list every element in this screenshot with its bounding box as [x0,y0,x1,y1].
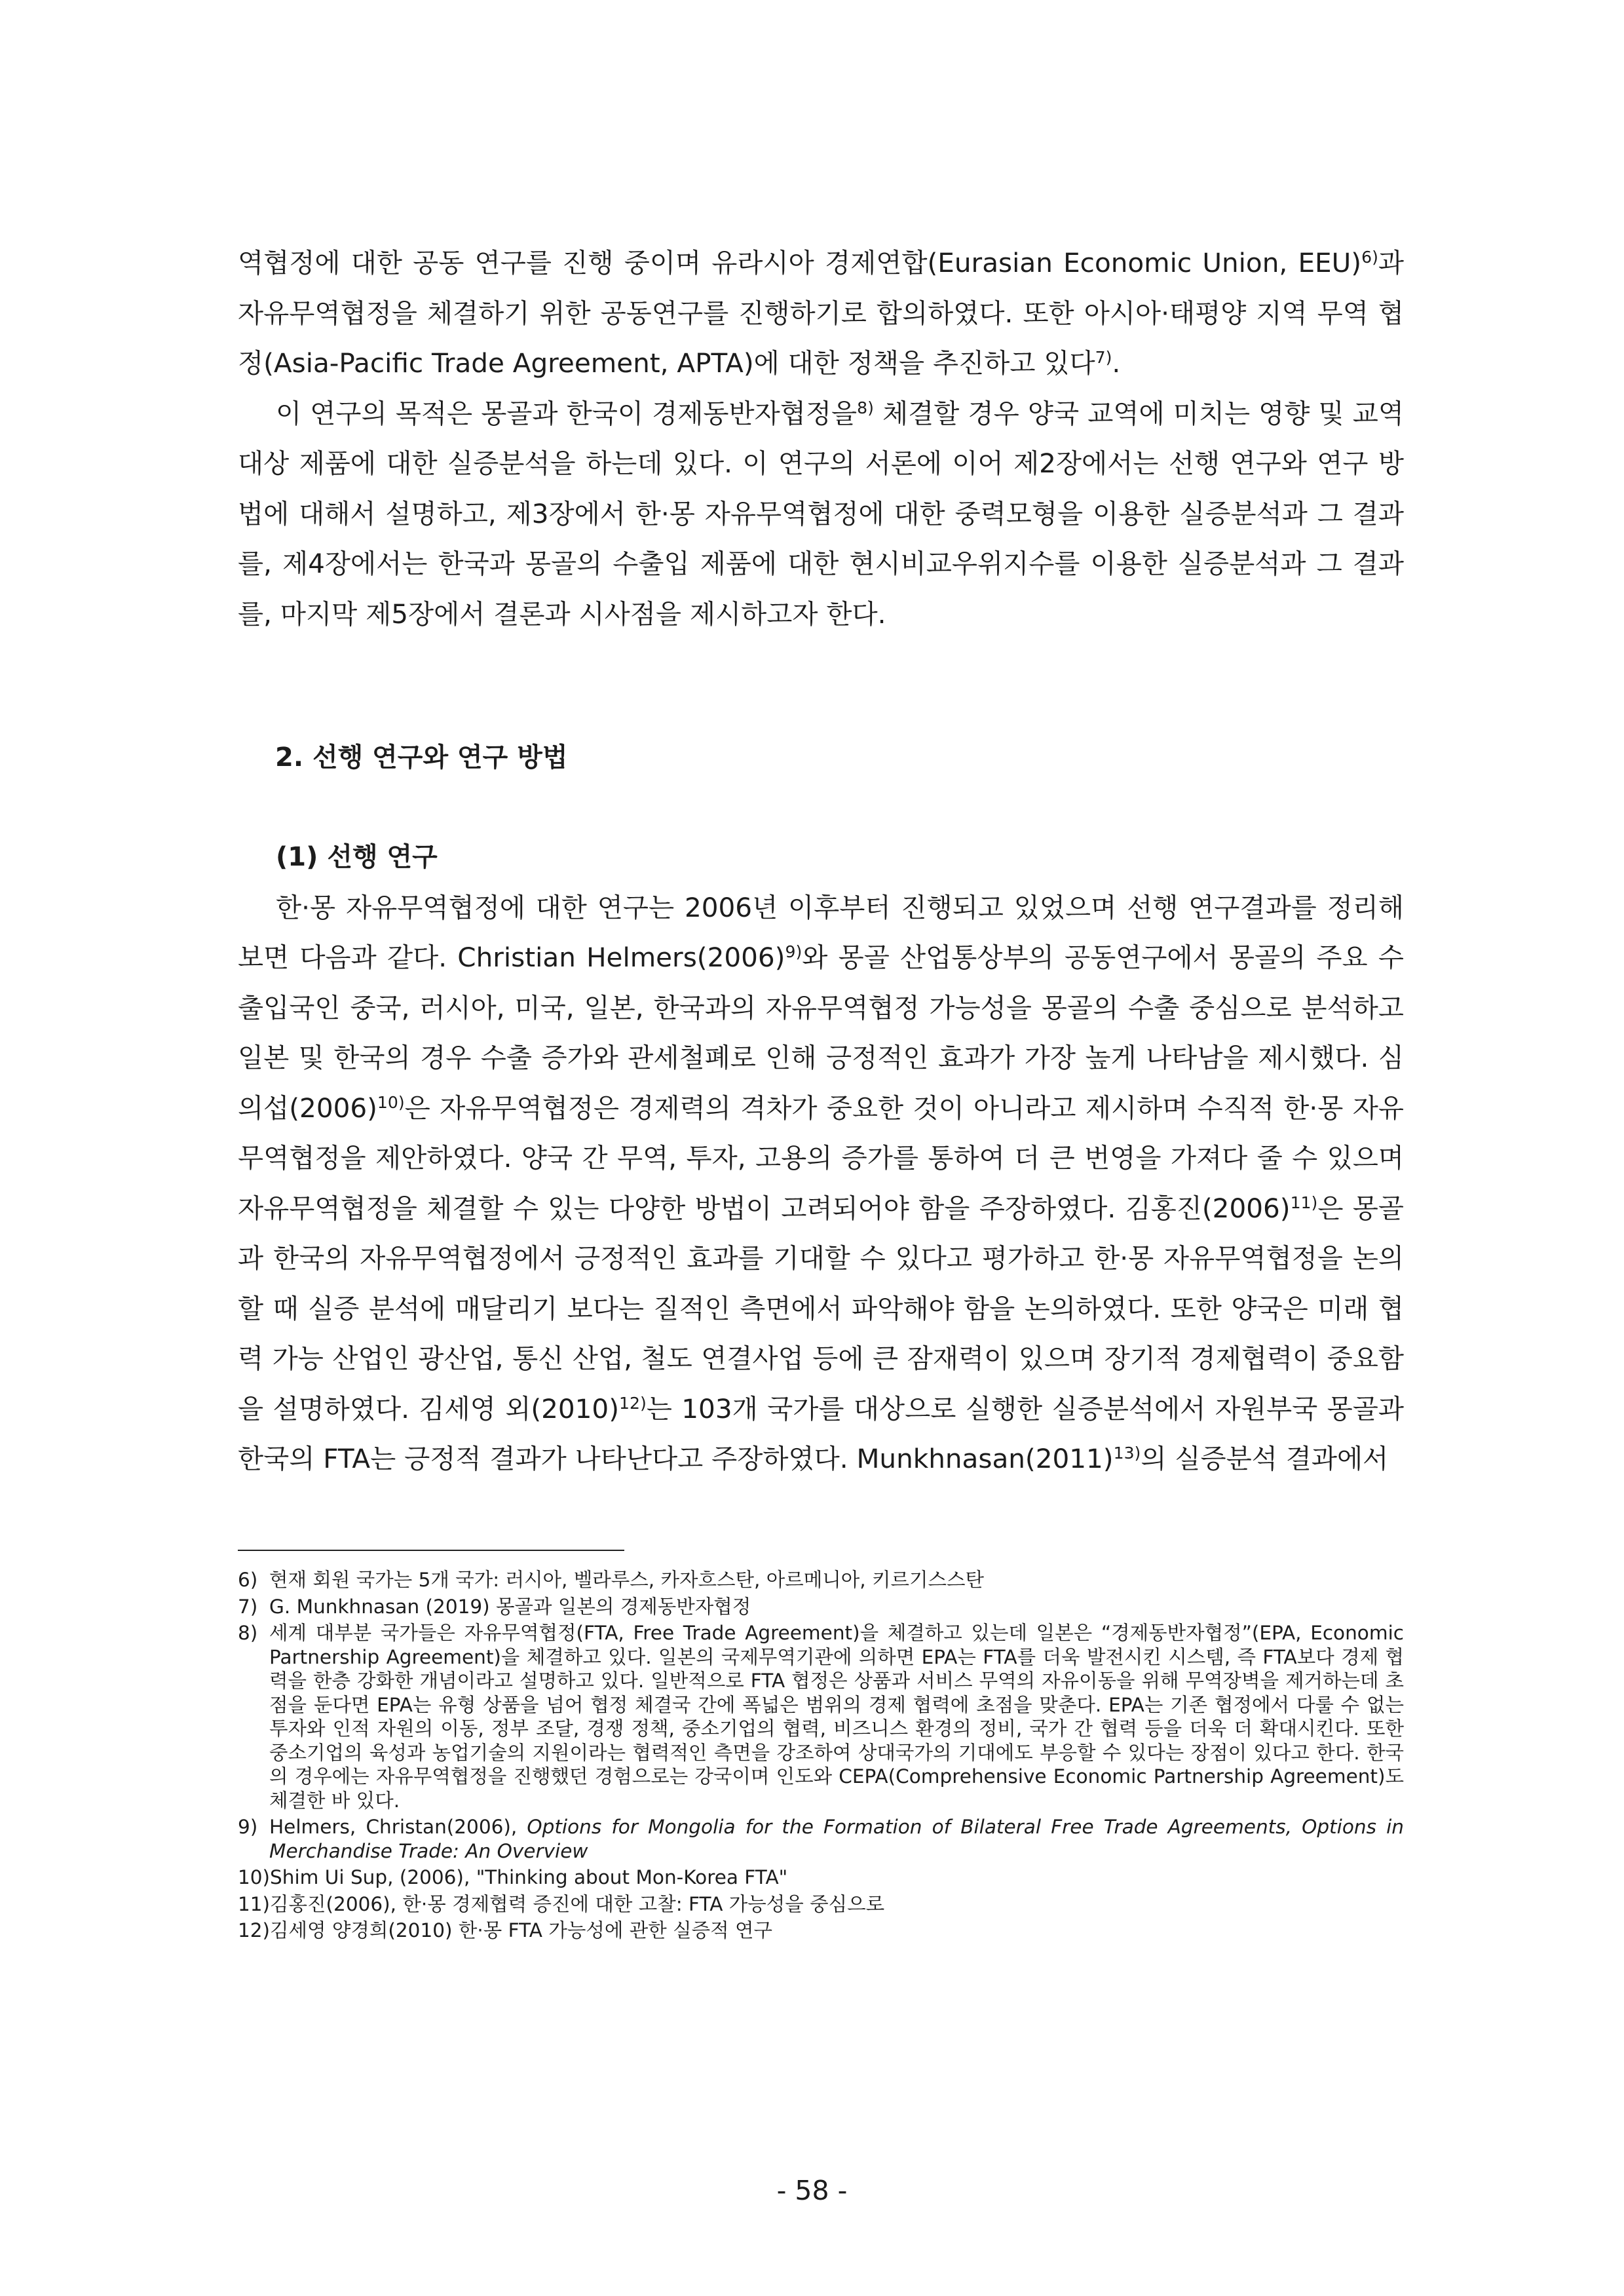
footnote-title-italic: Options for Mongolia for the Formation of Bilateral Free Trade Agreements, Options in Merchandise Trade: An Overview [269,1816,1404,1862]
footnote-item [238,1595,1404,1619]
text-run: 와 몽골 산업통상부의 공동연구에서 몽골의 주요 수출입국인 중국, 러시아, 미국, 일본, 한국과의 자유무역협정 가능성을 몽골의 수출 중심으로 분석하고 일본 및 한국의 경우 수출 증가와 관세철폐로 인해 긍정적인 효과가 가장 높게 나타남을 제시했다. 심의섭(2006) [238,942,1404,1124]
footnote-item [238,1568,1404,1592]
text-run: 는 103개 국가를 대상으로 실행한 실증분석에서 자원부국 몽골과 한국의 FTA는 긍정적 결과가 나타난다고 주장하였다. Munkhnasan(2011) [238,1392,1404,1474]
text-run: 이 연구의 목적은 몽골과 한국이 경제동반자협정을 [276,397,858,429]
paragraph-prior-research [238,883,1404,1484]
footnote-divider [238,1550,624,1551]
subsection-heading: (1) 선행 연구 [276,842,438,872]
text-run: 역협정에 대한 공동 연구를 진행 중이며 유라시아 경제연합(Eurasian Economic Union, EEU) [238,247,1362,278]
footnote-number: 6) [238,1569,258,1591]
footnote-item [238,1815,1404,1863]
footnote-text: 현재 회원 국가는 5개 국가: 러시아, 벨라루스, 카자흐스탄, 아르메니아, 키르기스스탄 [269,1569,985,1591]
paragraph-intro-2 [238,389,1404,640]
footnote-text [269,1815,1404,1863]
footnote-ref[interactable]: 13) [1113,1444,1141,1463]
prior-research-section [238,832,1404,1484]
footnote-ref[interactable]: 9) [785,942,803,962]
footnote-text: 김홍진(2006), 한·몽 경제협력 증진에 대한 고찰: FTA 가능성을 중심으로 [270,1892,885,1915]
text-run: . [1112,347,1121,379]
footnote-ref[interactable]: 12) [619,1393,647,1413]
text-run: 은 몽골과 한국의 자유무역협정에서 긍정적인 효과를 기대할 수 있다고 평가하고 한·몽 자유무역협정을 논의할 때 실증 분석에 매달리기 보다는 질적인 측면에서 파악해야 함을 논의하였다. 또한 양국은 미래 협력 가능 산업인 광산업, 통신 산업, 철도 연결사업 등에 큰 잠재력이 있으며 장기적 경제협력이 중요함을 설명하였다. 김세영 외(2010) [238,1192,1404,1425]
text-run: 은 자유무역협정은 경제력의 격차가 중요한 것이 아니라고 제시하며 수직적 한·몽 자유무역협정을 제안하였다. 양국 간 무역, 투자, 고용의 증가를 통하여 더 큰 번영을 가져다 줄 수 있으며 자유무역협정을 체결할 수 있는 다양한 방법이 고려되어야 함을 주장하였다. 김홍진(2006) [238,1092,1404,1224]
footnote-ref[interactable]: 7) [1095,348,1112,368]
footnotes [238,1568,1404,1945]
section-heading: 2. 선행 연구와 연구 방법 [275,742,568,773]
footnote-number: 7) [238,1595,258,1618]
footnote-number: 8) [238,1622,258,1644]
footnote-ref[interactable]: 6) [1361,248,1378,267]
text-run: 한·몽 자유무역협정에 대한 연구는 2006년 이후부터 진행되고 있었으며 선행 연구결과를 정리해보면 다음과 같다. Christian Helmers(2006) [238,891,1404,973]
footnote-text: 세계 대부분 국가들은 자유무역협정(FTA, Free Trade Agreement)을 체결하고 있는데 일본은 “경제동반자협정”(EPA, Economic Partnership Agreement)을 체결하고 있다. 일본의 국제무역기관에 의하면 EPA는 FTA를 더욱 발전시킨 시스템, 즉 FTA보다 경제 협력을 한층 강화한 개념이라고 설명하고 있다. 일반적으로 FTA 협정은 상품과 서비스 무역의 자유이동을 위해 무역장벽을 제거하는데 초점을 둔다면 EPA는 유형 상품을 넘어 협정 체결국 간에 폭넓은 범위의 경제 협력에 초점을 맞춘다. EPA는 기존 협정에서 다룰 수 없는 투자와 인적 자원의 이동, 정부 조달, 경쟁 정책, 중소기업의 협력, 비즈니스 환경의 정비, 국가 간 협력 등을 더욱 더 확대시킨다. 또한 중소기업의 육성과 농업기술의 지원이라는 협력적인 측면을 강조하여 상대국가의 기대에도 부응할 수 있다는 장점이 있다고 한다. 한국의 경우에는 자유무역협정을 진행했던 경험으로는 강국이며 인도와 CEPA(Comprehensive Economic Partnership Agreement)도 체결한 바 있다. [269,1622,1404,1812]
footnote-text: G. Munkhnasan (2019) 몽골과 일본의 경제동반자협정 [269,1595,751,1618]
footnote-number: 11) [238,1892,271,1915]
footnote-ref[interactable]: 10) [377,1092,405,1112]
footnote-number: 12) [238,1919,271,1942]
paragraph-intro-1 [238,238,1404,389]
footnote-ref[interactable]: 11) [1290,1193,1318,1212]
footnote-text-run: Helmers, Christan(2006), [269,1816,527,1838]
text-run: 과 자유무역협정을 체결하기 위한 공동연구를 진행하기로 합의하였다. 또한 아시아·태평양 지역 무역 협정(Asia-Pacific Trade Agreement, APTA)에 대한 정책을 추진하고 있다 [238,247,1404,379]
footnote-text: 김세영 양경희(2010) 한·몽 FTA 가능성에 관한 실증적 연구 [270,1919,772,1942]
footnote-item [238,1919,1404,1943]
text-run: 의 실증분석 결과에서 [1141,1443,1389,1474]
footnote-item [238,1892,1404,1917]
footnote-ref[interactable]: 8) [857,398,874,417]
footnote-number: 9) [238,1816,258,1838]
text-run: 체결할 경우 양국 교역에 미치는 영향 및 교역 대상 제품에 대한 실증분석을 하는데 있다. 이 연구의 서론에 이어 제2장에서는 선행 연구와 연구 방법에 대해서 설명하고, 제3장에서 한·몽 자유무역협정에 대한 중력모형을 이용한 실증분석과 그 결과를, 제4장에서는 한국과 몽골의 수출입 제품에 대한 현시비교우위지수를 이용한 실증분석과 그 결과를, 마지막 제5장에서 결론과 시사점을 제시하고자 한다. [238,397,1405,630]
page-number: - 58 - [776,2175,848,2206]
footnote-item [238,1866,1404,1890]
footnote-item [238,1621,1404,1812]
footnote-text: Shim Ui Sup, (2006), "Thinking about Mon-Korea FTA" [270,1866,788,1888]
intro-section [238,238,1404,639]
footnote-number: 10) [238,1866,271,1888]
